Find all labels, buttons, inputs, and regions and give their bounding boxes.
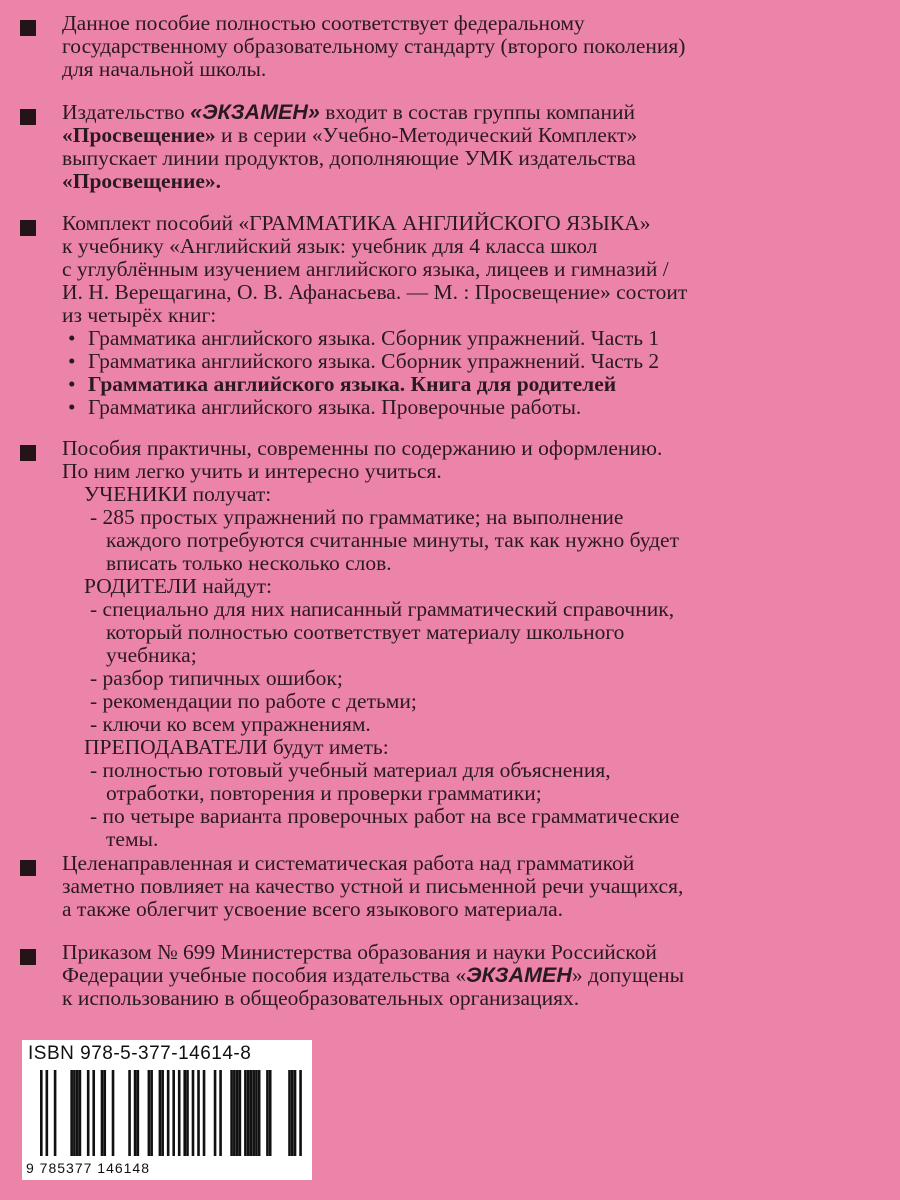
barcode-bar	[167, 1070, 170, 1156]
isbn-label: ISBN 978-5-377-14614-8	[28, 1043, 252, 1064]
text-line: темы.	[106, 827, 159, 851]
paragraph-outcome	[20, 852, 880, 921]
barcode-bar	[54, 1070, 57, 1156]
barcode-bar	[148, 1070, 151, 1156]
text-line: а также облегчит усвоение всего языкового материала.	[62, 897, 564, 921]
text-line: Федерации учебные пособия издательства «ЭКЗАМЕН» допущены	[62, 963, 685, 987]
book-list	[62, 327, 880, 419]
publisher-name: ЭКЗАМЕН	[466, 963, 572, 987]
text-line: который полностью соответствует материалу школьного	[106, 620, 625, 644]
text-line: «Просвещение».	[62, 169, 222, 193]
barcode-bar	[236, 1070, 239, 1156]
barcode-bar	[178, 1070, 181, 1156]
barcode-bar	[79, 1070, 82, 1156]
barcode-bar	[258, 1070, 261, 1156]
barcode-bar	[291, 1070, 294, 1156]
barcode-bar	[239, 1070, 242, 1156]
text-line: По ним легко учить и интересно учиться.	[62, 459, 442, 483]
dash-item: - 285 простых упражнений по грамматике; на выполнение	[90, 505, 624, 529]
barcode-bar	[137, 1070, 140, 1156]
barcode-bar	[92, 1070, 95, 1156]
text-line: из четырёх книг:	[62, 303, 217, 327]
text-line: И. Н. Верещагина, О. В. Афанасьева. — М. : Просвещение» состоит	[62, 280, 688, 304]
text-line: государственному образовательному стандарту (второго поколения)	[62, 34, 686, 58]
dash-item: - разбор типичных ошибок;	[90, 666, 343, 690]
text-line: вписать только несколько слов.	[106, 551, 392, 575]
barcode-bar	[294, 1070, 297, 1156]
barcode-bar	[214, 1070, 217, 1156]
publisher-group-name: «Просвещение»	[62, 123, 216, 147]
dash-item: - полностью готовый учебный материал для объяснения,	[90, 758, 611, 782]
isbn-barcode-box	[22, 1040, 312, 1180]
barcode-bar	[112, 1070, 115, 1156]
barcode-bar	[87, 1070, 90, 1156]
barcode-bar	[159, 1070, 162, 1156]
barcode-bar	[46, 1070, 49, 1156]
paragraph-standard	[20, 12, 880, 81]
barcode-bar	[183, 1070, 186, 1156]
barcode-bar	[244, 1070, 247, 1156]
dash-item: - ключи ко всем упражнениям.	[90, 712, 371, 736]
barcode-bar	[299, 1070, 302, 1156]
text-line: Целенаправленная и систематическая работа над грамматикой	[62, 851, 635, 875]
barcode-bar	[161, 1070, 164, 1156]
barcode-bar	[269, 1070, 272, 1156]
dash-item: - специально для них написанный грамматический справочник,	[90, 597, 675, 621]
barcode-bar	[233, 1070, 236, 1156]
barcode-bar	[203, 1070, 206, 1156]
text-line: заметно повлияет на качество устной и письменной речи учащихся,	[62, 874, 684, 898]
barcode-bar	[266, 1070, 269, 1156]
publisher-name: «ЭКЗАМЕН»	[190, 100, 320, 124]
text-line: Приказом № 699 Министерства образования и науки Российской	[62, 940, 657, 964]
barcode-bar	[103, 1070, 106, 1156]
square-bullet-icon	[20, 949, 36, 965]
dot-bullet-icon: •	[68, 326, 76, 350]
barcode-bar	[255, 1070, 258, 1156]
dot-bullet-icon: •	[68, 349, 76, 373]
square-bullet-icon	[20, 445, 36, 461]
barcode-bar	[128, 1070, 131, 1156]
barcode-bar	[219, 1070, 222, 1156]
barcode-bar	[197, 1070, 200, 1156]
barcode-bar	[288, 1070, 291, 1156]
barcode-bar	[134, 1070, 137, 1156]
barcode-bar	[186, 1070, 189, 1156]
barcode-bar	[172, 1070, 175, 1156]
book-list-item: • Грамматика английского языка. Сборник упражнений. Часть 1	[68, 326, 660, 350]
barcode-digits: 9 785377 146148	[26, 1160, 150, 1176]
text-line: «Просвещение» и в серии «Учебно-Методический Комплект»	[62, 123, 638, 147]
text-line: учебника;	[106, 643, 197, 667]
barcode-bar	[150, 1070, 153, 1156]
barcode-bar	[70, 1070, 73, 1156]
audience-heading-students: УЧЕНИКИ получат:	[84, 482, 272, 506]
barcode-bar	[40, 1070, 43, 1156]
barcode-bar	[192, 1070, 195, 1156]
text-line: отработки, повторения и проверки грамматики;	[106, 781, 542, 805]
barcode-icon	[40, 1070, 302, 1170]
text-line: Пособия практичны, современны по содержанию и оформлению.	[62, 436, 663, 460]
paragraph-approval	[20, 941, 880, 1010]
square-bullet-icon	[20, 220, 36, 236]
paragraph-series	[20, 212, 880, 419]
text-line: Издательство «ЭКЗАМЕН» входит в состав группы компаний	[62, 100, 635, 124]
dash-item: - рекомендации по работе с детьми;	[90, 689, 417, 713]
paragraph-benefits	[20, 437, 880, 851]
text-line: с углублённым изучением английского языка, лицеев и гимназий /	[62, 257, 669, 281]
text-line: к использованию в общеобразовательных организациях.	[62, 986, 580, 1010]
text-line: выпускает линии продуктов, дополняющие УМК издательства	[62, 146, 636, 170]
barcode-bar	[247, 1070, 250, 1156]
text-line: Комплект пособий «ГРАММАТИКА АНГЛИЙСКОГО ЯЗЫКА»	[62, 211, 651, 235]
paragraph-publisher	[20, 101, 880, 193]
text-line: к учебнику «Английский язык: учебник для 4 класса школ	[62, 234, 598, 258]
book-list-item: • Грамматика английского языка. Проверочные работы.	[68, 395, 582, 419]
barcode-bar	[230, 1070, 233, 1156]
square-bullet-icon	[20, 860, 36, 876]
audience-heading-teachers: ПРЕПОДАВАТЕЛИ будут иметь:	[84, 735, 389, 759]
barcode-bar	[73, 1070, 76, 1156]
square-bullet-icon	[20, 20, 36, 36]
barcode-bar	[101, 1070, 104, 1156]
text-line: Данное пособие полностью соответствует федеральному	[62, 11, 585, 35]
barcode-bar	[252, 1070, 255, 1156]
book-list-item-highlighted: • Грамматика английского языка. Книга для родителей	[68, 372, 617, 396]
dot-bullet-icon: •	[68, 395, 76, 419]
barcode-bar	[76, 1070, 79, 1156]
square-bullet-icon	[20, 109, 36, 125]
barcode-bar	[250, 1070, 253, 1156]
text-line: для начальной школы.	[62, 57, 267, 81]
dash-item: - по четыре варианта проверочных работ на все грамматические	[90, 804, 680, 828]
text-line: каждого потребуются считанные минуты, так как нужно будет	[106, 528, 679, 552]
audience-heading-parents: РОДИТЕЛИ найдут:	[84, 574, 272, 598]
dot-bullet-icon: •	[68, 372, 76, 396]
book-list-item: • Грамматика английского языка. Сборник упражнений. Часть 2	[68, 349, 660, 373]
